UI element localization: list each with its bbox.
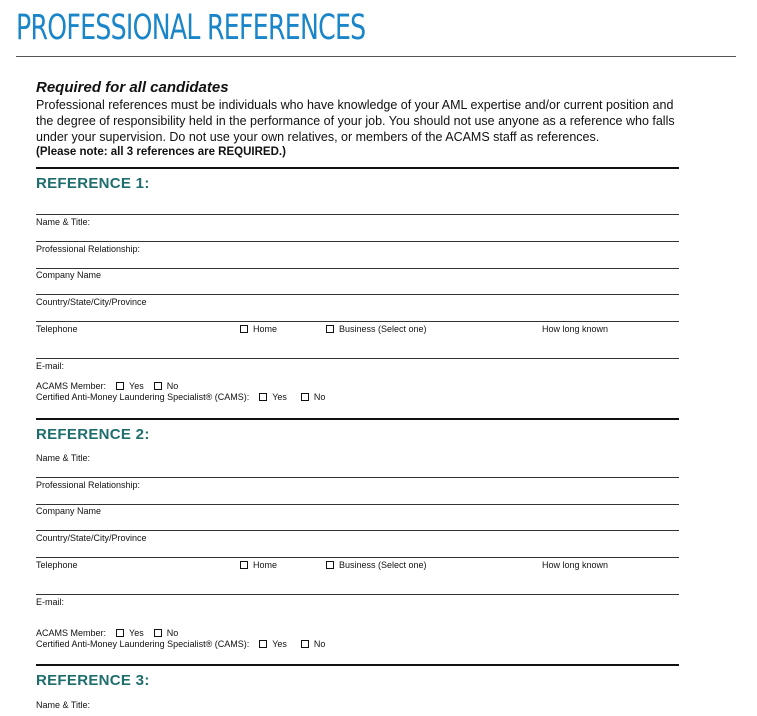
checkbox[interactable] bbox=[116, 382, 124, 390]
checkbox[interactable] bbox=[259, 640, 267, 648]
checkbox[interactable] bbox=[326, 561, 334, 569]
ref1-name-title-field[interactable]: Name & Title: bbox=[36, 217, 91, 227]
checkbox[interactable] bbox=[301, 640, 309, 648]
form-line bbox=[36, 557, 679, 558]
checkbox[interactable] bbox=[154, 382, 162, 390]
checkbox[interactable] bbox=[326, 325, 334, 333]
section-divider bbox=[36, 418, 679, 420]
intro-heading: Required for all candidates bbox=[36, 79, 229, 96]
ref2-cams-no[interactable]: No bbox=[301, 639, 326, 649]
form-line bbox=[36, 504, 679, 505]
ref2-company-field[interactable]: Company Name bbox=[36, 506, 102, 516]
ref2-cams-yes[interactable]: Yes bbox=[259, 639, 287, 649]
form-line bbox=[36, 214, 679, 215]
ref1-cams-yes[interactable]: Yes bbox=[259, 392, 287, 402]
ref2-how-long-field[interactable]: How long known bbox=[542, 560, 609, 570]
form-line bbox=[36, 241, 679, 242]
ref1-location-field[interactable]: Country/State/City/Province bbox=[36, 297, 147, 307]
ref2-home-option[interactable]: Home bbox=[240, 560, 277, 570]
checkbox[interactable] bbox=[116, 629, 124, 637]
ref2-acams-yes[interactable]: Yes bbox=[116, 628, 144, 638]
reference-1-heading: REFERENCE 1: bbox=[36, 175, 150, 192]
page-title: PROFESSIONAL REFERENCES bbox=[16, 8, 366, 48]
ref1-business-option[interactable]: Business (Select one) bbox=[326, 324, 427, 334]
section-divider bbox=[36, 664, 679, 666]
ref1-how-long-field[interactable]: How long known bbox=[542, 324, 609, 334]
ref1-cams-no[interactable]: No bbox=[301, 392, 326, 402]
ref1-email-field[interactable]: E-mail: bbox=[36, 361, 65, 371]
intro-text: Professional references must be individuals who have knowledge of your AML expertise and/or current position and the degree of responsibility held in the performance of your job. You should not use anyone as a reference who falls under your supervision. Do not use your own relatives, or members of the ACAMS staff as references. bbox=[36, 98, 675, 144]
form-line bbox=[36, 321, 679, 322]
form-line bbox=[36, 268, 679, 269]
ref2-acams-member-row: ACAMS Member: Yes No bbox=[36, 628, 179, 638]
ref1-cams-row: Certified Anti-Money Laundering Specialist® (CAMS): Yes No bbox=[36, 392, 326, 402]
form-line bbox=[36, 477, 679, 478]
form-line bbox=[36, 530, 679, 531]
reference-2-heading: REFERENCE 2: bbox=[36, 426, 150, 443]
ref1-telephone-field[interactable]: Telephone bbox=[36, 324, 78, 334]
ref2-relationship-field[interactable]: Professional Relationship: bbox=[36, 480, 141, 490]
checkbox[interactable] bbox=[154, 629, 162, 637]
checkbox[interactable] bbox=[259, 393, 267, 401]
ref2-cams-row: Certified Anti-Money Laundering Specialist® (CAMS): Yes No bbox=[36, 639, 326, 649]
ref1-acams-member-row: ACAMS Member: Yes No bbox=[36, 381, 179, 391]
ref1-home-option[interactable]: Home bbox=[240, 324, 277, 334]
checkbox[interactable] bbox=[301, 393, 309, 401]
reference-3-heading: REFERENCE 3: bbox=[36, 672, 150, 689]
ref2-email-field[interactable]: E-mail: bbox=[36, 597, 65, 607]
ref1-company-field[interactable]: Company Name bbox=[36, 270, 102, 280]
ref1-relationship-field[interactable]: Professional Relationship: bbox=[36, 244, 141, 254]
ref2-name-title-field[interactable]: Name & Title: bbox=[36, 453, 91, 463]
ref2-acams-no[interactable]: No bbox=[154, 628, 179, 638]
ref2-telephone-field[interactable]: Telephone bbox=[36, 560, 78, 570]
intro-note: (Please note: all 3 references are REQUIRED.) bbox=[36, 146, 286, 158]
title-divider bbox=[16, 56, 736, 57]
checkbox[interactable] bbox=[240, 325, 248, 333]
ref3-name-title-field[interactable]: Name & Title: bbox=[36, 700, 91, 710]
checkbox[interactable] bbox=[240, 561, 248, 569]
section-divider bbox=[36, 167, 679, 169]
ref1-acams-no[interactable]: No bbox=[154, 381, 179, 391]
form-line bbox=[36, 294, 679, 295]
form-line bbox=[36, 358, 679, 359]
ref1-acams-yes[interactable]: Yes bbox=[116, 381, 144, 391]
ref2-business-option[interactable]: Business (Select one) bbox=[326, 560, 427, 570]
ref2-location-field[interactable]: Country/State/City/Province bbox=[36, 533, 147, 543]
form-line bbox=[36, 594, 679, 595]
